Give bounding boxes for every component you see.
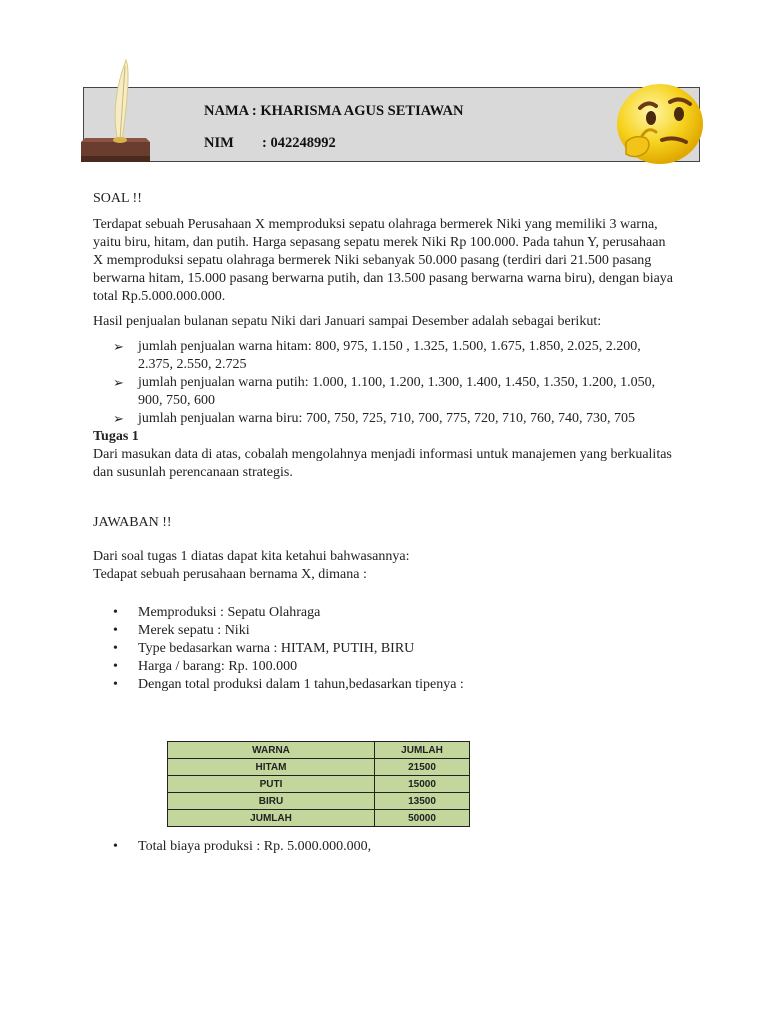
table-cell: 15000: [375, 776, 470, 793]
bullet-icon: •: [113, 659, 118, 674]
sales-list: [113, 338, 678, 428]
jawaban-list: [113, 604, 678, 694]
list-item: • Merek sepatu : Niki: [113, 623, 250, 638]
jawaban-line-1: Dari soal tugas 1 diatas dapat kita ketahui bahwasannya:: [93, 549, 410, 564]
tugas-text: Dari masukan data di atas, cobalah mengolahnya menjadi informasi untuk manajemen yang berkualitas dan susunlah perencanaan strategis.: [93, 447, 672, 480]
jawaban-title: JAWABAN !!: [93, 515, 172, 530]
soal-title: SOAL !!: [93, 191, 142, 206]
table-row: [168, 810, 470, 827]
list-item: ➢ jumlah penjualan warna hitam: 800, 975, 1.150 , 1.325, 1.500, 1.675, 1.850, 2.025, 2.200, 2.375, 2.550, 2.725: [113, 339, 641, 372]
bullet-icon: •: [113, 623, 118, 638]
bullet-icon: •: [113, 839, 118, 854]
table-cell: 21500: [375, 759, 470, 776]
list-item: • Harga / barang: Rp. 100.000: [113, 659, 298, 674]
list-item: • Type bedasarkan warna : HITAM, PUTIH, BIRU: [113, 641, 415, 656]
soal-paragraph-2: Hasil penjualan bulanan sepatu Niki dari Januari sampai Desember adalah sebagai berikut:: [93, 314, 602, 329]
table-row: [168, 793, 470, 810]
identity-header: [83, 87, 700, 162]
table-cell: PUTI: [168, 776, 375, 793]
total-cost-text: Total biaya produksi : Rp. 5.000.000.000,: [138, 839, 372, 854]
total-cost-item: [113, 838, 372, 856]
thinking-face-icon: [612, 82, 706, 166]
table-header-row: [168, 742, 470, 759]
table-cell: JUMLAH: [168, 810, 375, 827]
arrow-bullet-icon: ➢: [113, 375, 124, 390]
bullet-icon: •: [113, 605, 118, 620]
list-item: • Memproduksi : Sepatu Olahraga: [113, 605, 321, 620]
jawaban-line-2: Tedapat sebuah perusahaan bernama X, dimana :: [93, 567, 367, 582]
table-cell: 13500: [375, 793, 470, 810]
table-cell: BIRU: [168, 793, 375, 810]
nim-label: NIM: [204, 135, 234, 151]
table-row: [168, 759, 470, 776]
student-nim: [204, 135, 336, 152]
list-item: ➢ jumlah penjualan warna putih: 1.000, 1.100, 1.200, 1.300, 1.400, 1.450, 1.350, 1.200, 1.050, 900, 750, 600: [113, 375, 656, 408]
list-item: ➢ jumlah penjualan warna biru: 700, 750, 725, 710, 700, 775, 720, 710, 760, 740, 730, 705: [113, 411, 635, 426]
nim-value: : 042248992: [262, 135, 336, 151]
table-cell: 50000: [375, 810, 470, 827]
bullet-icon: •: [113, 641, 118, 656]
production-table: [167, 741, 470, 827]
list-item: • Dengan total produksi dalam 1 tahun,bedasarkan tipenya :: [113, 677, 464, 692]
student-name: NAMA : KHARISMA AGUS SETIAWAN: [204, 103, 464, 119]
table-header-cell: JUMLAH: [375, 742, 470, 759]
table-cell: HITAM: [168, 759, 375, 776]
document-body: [93, 190, 678, 694]
bullet-icon: •: [113, 677, 118, 692]
quill-pen-icon: [78, 56, 153, 164]
tugas-heading: Tugas 1: [93, 429, 139, 444]
soal-paragraph-1: Terdapat sebuah Perusahaan X memproduksi sepatu olahraga bermerek Niki yang memiliki 3 warna, yaitu biru, hitam, dan putih. Harga sepasang sepatu merek Niki Rp 100.000. Pada tahun Y, perusahaan X memproduksi sepatu olahraga bermerek Niki sebanyak 50.000 pasang (terdiri dari 21.500 pasang berwarna hitam, 15.000 pasang berwarna putih, dan 13.500 pasang berwarna warna biru), dengan biaya total Rp.5.000.000.000.: [93, 217, 674, 304]
arrow-bullet-icon: ➢: [113, 339, 124, 354]
table-header-cell: WARNA: [168, 742, 375, 759]
table-row: [168, 776, 470, 793]
arrow-bullet-icon: ➢: [113, 411, 124, 426]
